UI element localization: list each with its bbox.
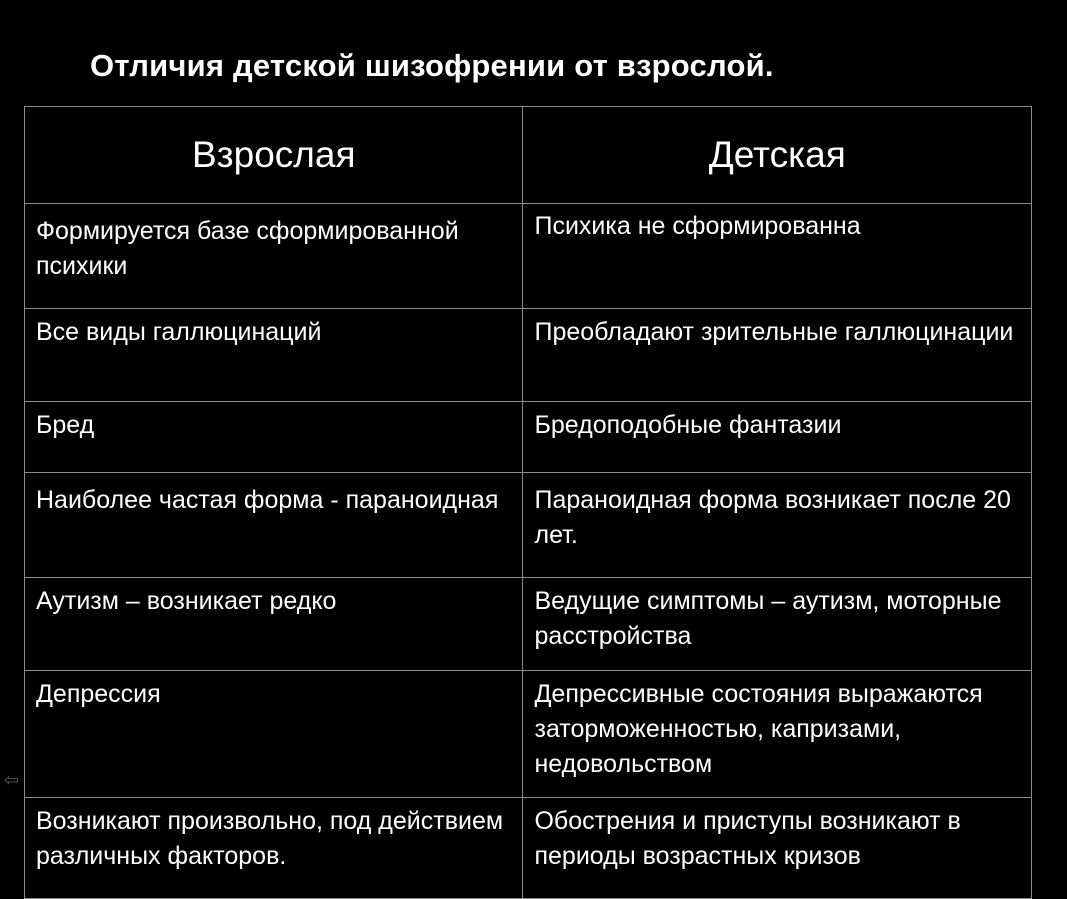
header-adult: Взрослая <box>25 107 523 204</box>
cell-child: Параноидная форма возникает после 20 лет. <box>523 473 1032 578</box>
cell-adult: Наиболее частая форма - параноидная <box>25 473 523 578</box>
slide-title: Отличия детской шизофрении от взрослой. <box>90 48 774 83</box>
table-row <box>25 671 1032 798</box>
cell-adult: Все виды галлюцинаций <box>25 309 523 402</box>
table-row <box>25 309 1032 402</box>
cell-adult: Депрессия <box>25 671 523 798</box>
table-row <box>25 798 1032 899</box>
table-row <box>25 473 1032 578</box>
back-arrow-icon[interactable]: ⇦ <box>4 770 20 790</box>
cell-adult: Бред <box>25 402 523 473</box>
cell-child: Обострения и приступы возникают в периоды возрастных кризов <box>523 798 1032 899</box>
cell-adult: Аутизм – возникает редко <box>25 578 523 671</box>
cell-child: Бредоподобные фантазии <box>523 402 1032 473</box>
cell-child: Преобладают зрительные галлюцинации <box>523 309 1032 402</box>
comparison-table <box>24 106 1032 899</box>
cell-adult: Формируется базе сформированной психики <box>25 204 523 309</box>
cell-adult: Возникают произвольно, под действием различных факторов. <box>25 798 523 899</box>
header-child: Детская <box>523 107 1032 204</box>
cell-child: Ведущие симптомы – аутизм, моторные расстройства <box>523 578 1032 671</box>
cell-child: Психика не сформированна <box>523 204 1032 309</box>
table-header-row <box>25 107 1032 204</box>
cell-child: Депрессивные состояния выражаются заторможенностью, капризами, недовольством <box>523 671 1032 798</box>
table-row <box>25 204 1032 309</box>
table-row <box>25 402 1032 473</box>
table-row <box>25 578 1032 671</box>
